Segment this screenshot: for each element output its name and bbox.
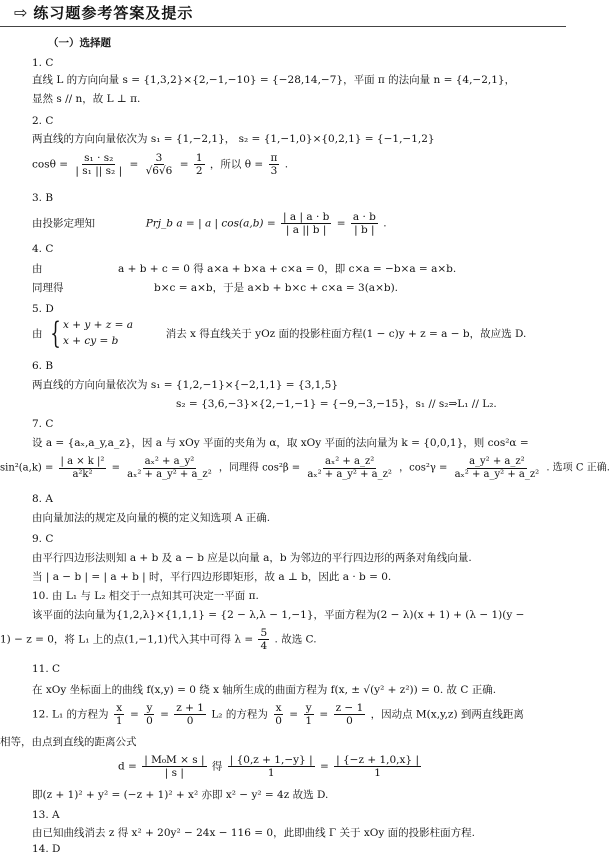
answer-13: 13. A — [32, 809, 60, 821]
section-header — [0, 0, 566, 27]
formula-line: 由投影定理知 Prj_b a = | a | cos(a,b) = $\frac{| a | a \cdot b}{| a || b |}$ = $\frac{a \cdot b}{| b |}$ . — [32, 211, 387, 237]
text-line: 即(z + 1)² + y² = (−z + 1)² + x² 亦即 x² − y² = 4z 故选 D. — [32, 789, 329, 801]
text-line: b×c = a×b，于是 a×b + b×c + c×a = 3(a×b). — [154, 282, 399, 294]
fraction: $\frac{y}{1}$ — [305, 702, 313, 728]
answer-2: 2. C — [32, 115, 54, 127]
text-line: 由已知曲线消去 z 得 x² + 20y² − 24x − 116 = 0，此即曲线 Γ 关于 xOy 面的投影柱面方程. — [32, 827, 476, 839]
brace-icon: { — [50, 315, 61, 351]
arrow-icon: ⇨ — [14, 3, 28, 22]
section-title: （一）选择题 — [48, 37, 111, 49]
answer-6: 6. B — [32, 360, 54, 372]
answer-14: 14. D — [32, 843, 61, 855]
fraction: $\frac{\text{aₓ² + a\_y²}}{\text{aₓ² + a\_y² + a\_z²}}$ — [127, 456, 212, 480]
answer-3: 3. B — [32, 192, 54, 204]
answer-1: 1. C — [32, 57, 54, 69]
text-line: 由平行四边形法则知 a + b 及 a − b 应是以向量 a，b 为邻边的平行四边形的两条对角线向量. — [32, 552, 472, 564]
fraction: $\frac{| a | a \cdot b}{| a || b |}$ — [283, 211, 330, 237]
fraction: $\frac{a \cdot b}{| b |}$ — [352, 211, 376, 237]
answer-4: 4. C — [32, 243, 54, 255]
fraction: $\frac{5}{4}$ — [260, 627, 268, 653]
answer-11: 11. C — [32, 663, 61, 675]
text-line: 在 xOy 坐标面上的曲线 f(x,y) = 0 绕 x 轴所生成的曲面方程为 f(x, ± √(y² + z²)) = 0. 故 C 正确. — [32, 684, 497, 696]
text-line: 相等，由点到直线的距离公式 — [0, 736, 137, 748]
page-title: 练习题参考答案及提示 — [33, 3, 194, 22]
formula-line: 1) − z = 0，将 L₁ 上的点(1,−1,1)代入其中可得 λ = $\frac{5}{4}$ . 故选 C. — [0, 627, 317, 653]
formula-line: cosθ = $\frac{\text{s₁ · s₂}}{\text{| s₁ || s₂ |}}$ = $\frac{3}{√6√6}$ = $\frac{1}{2}$ ，所以 θ = $\frac{\pi}{3}$ . — [32, 152, 289, 178]
answer-10: 10. 由 L₁ 与 L₂ 相交于一点知其可决定一平面 π. — [32, 590, 259, 602]
fraction: $\frac{1}{2}$ — [195, 152, 203, 178]
text-line: 两直线的方向向量依次为 s₁ = {1,−2,1}， s₂ = {1,−1,0}×{0,2,1} = {−1,−1,2} — [32, 133, 435, 145]
fraction: $\frac{\text{a\_y² + a\_z²}}{\text{aₓ² + a\_y² + a\_z²}}$ — [454, 456, 540, 480]
fraction: $\frac{y}{0}$ — [146, 702, 153, 728]
text-line: 该平面的法向量为{1,2,λ}×{1,1,1} = {2 − λ,λ − 1,−1}，平面方程为(2 − λ)(x + 1) + (λ − 1)(y − — [32, 609, 525, 621]
fraction: $\frac{x}{0}$ — [275, 702, 282, 728]
fraction: $\frac{| \{-z + 1,0,x\} |}{1}$ — [336, 754, 419, 780]
text-line: 直线 L 的方向向量 s = {1,3,2}×{2,−1,−10} = {−28,14,−7}，平面 π 的法向量 n = {4,−2,1}， — [32, 74, 516, 86]
text-line-label: 由 — [32, 263, 43, 275]
formula-line: 12. L₁ 的方程为 $\frac{x}{1}$ = $\frac{y}{0}$ = $\frac{z + 1}{0}$ L₂ 的方程为 $\frac{x}{0}$ = $\frac{y}{1}$ = $\frac{z - 1}{0}$ ，因动点 M(x,y,z) 到两直线距离 — [32, 702, 524, 728]
text-line: a + b + c = 0 得 a×a + b×a + c×a = 0，即 c×a = −b×a = a×b. — [118, 263, 457, 275]
text-line: 由向量加法的规定及向量的模的定义知选项 A 正确. — [32, 512, 271, 524]
fraction: $\frac{\text{| M₀M × s |}}{| s |}$ — [144, 754, 205, 780]
text-line-label: 同理得 — [32, 282, 64, 294]
answer-9: 9. C — [32, 533, 54, 545]
brace-system: { x + y + z = a x + cy = b — [50, 315, 134, 351]
answer-7: 7. C — [32, 418, 54, 430]
fraction: $\frac{\text{| a × k |²}}{\text{a²k²}}$ — [60, 456, 105, 480]
fraction: $\frac{| \{0,z + 1,-y\} |}{1}$ — [229, 754, 313, 780]
formula-line: 由 { x + y + z = a x + cy = b 消去 x 得直线关于 yOz 面的投影柱面方程(1 − c)y + z = a − b，故应选 D. — [32, 315, 527, 351]
fraction: $\frac{z + 1}{0}$ — [176, 702, 204, 728]
fraction: $\frac{\pi}{3}$ — [270, 152, 278, 178]
text-line: 显然 s // n，故 L ⊥ π. — [32, 93, 141, 105]
fraction: $\frac{\text{s₁ · s₂}}{\text{| s₁ || s₂ |}}$ — [75, 152, 123, 178]
answer-5: 5. D — [32, 303, 54, 315]
text-line: 设 a = {aₓ,a_y,a_z}，因 a 与 xOy 平面的夹角为 α，取 xOy 平面的法向量为 k = {0,0,1}，则 cos²α = — [32, 437, 529, 449]
fraction: $\frac{z - 1}{0}$ — [335, 702, 364, 728]
formula-line: sin²(a,k) = $\frac{\text{| a × k |²}}{\text{a²k²}}$ = $\frac{\text{aₓ² + a\_y²}}{\text{aₓ² + a\_y² + a\_z²}}$ ，同理得 cos²β = $\frac{\text{aₓ² + a\_z²}}{\text{aₓ² + a\_y² + a\_z²}}$ ，cos²γ = $\frac{\text{a\_y² + a\_z²}}{\text{aₓ² + a\_y² + a\_z²}}$ . 选项 C 正确. — [0, 456, 610, 480]
text-line: s₂ = {3,6,−3}×{2,−1,−1} = {−9,−3,−15}，s₁ // s₂⇒L₁ // L₂. — [176, 398, 497, 410]
formula-line: d = $\frac{\text{| M₀M × s |}}{| s |}$ 得 $\frac{| \{0,z + 1,-y\} |}{1}$ = $\frac{| \{-z + 1,0,x\} |}{1}$ — [118, 754, 419, 780]
fraction: $\frac{\text{aₓ² + a\_z²}}{\text{aₓ² + a\_y² + a\_z²}}$ — [307, 456, 392, 480]
answer-8: 8. A — [32, 493, 53, 505]
fraction: $\frac{x}{1}$ — [115, 702, 123, 728]
text-line: 当 | a − b | = | a + b | 时，平行四边形即矩形，故 a ⊥ b，因此 a · b = 0. — [32, 571, 392, 583]
fraction: $\frac{3}{√6√6}$ — [145, 152, 173, 178]
text-line: 两直线的方向向量依次为 s₁ = {1,2,−1}×{−2,1,1} = {3,1,5} — [32, 379, 339, 391]
